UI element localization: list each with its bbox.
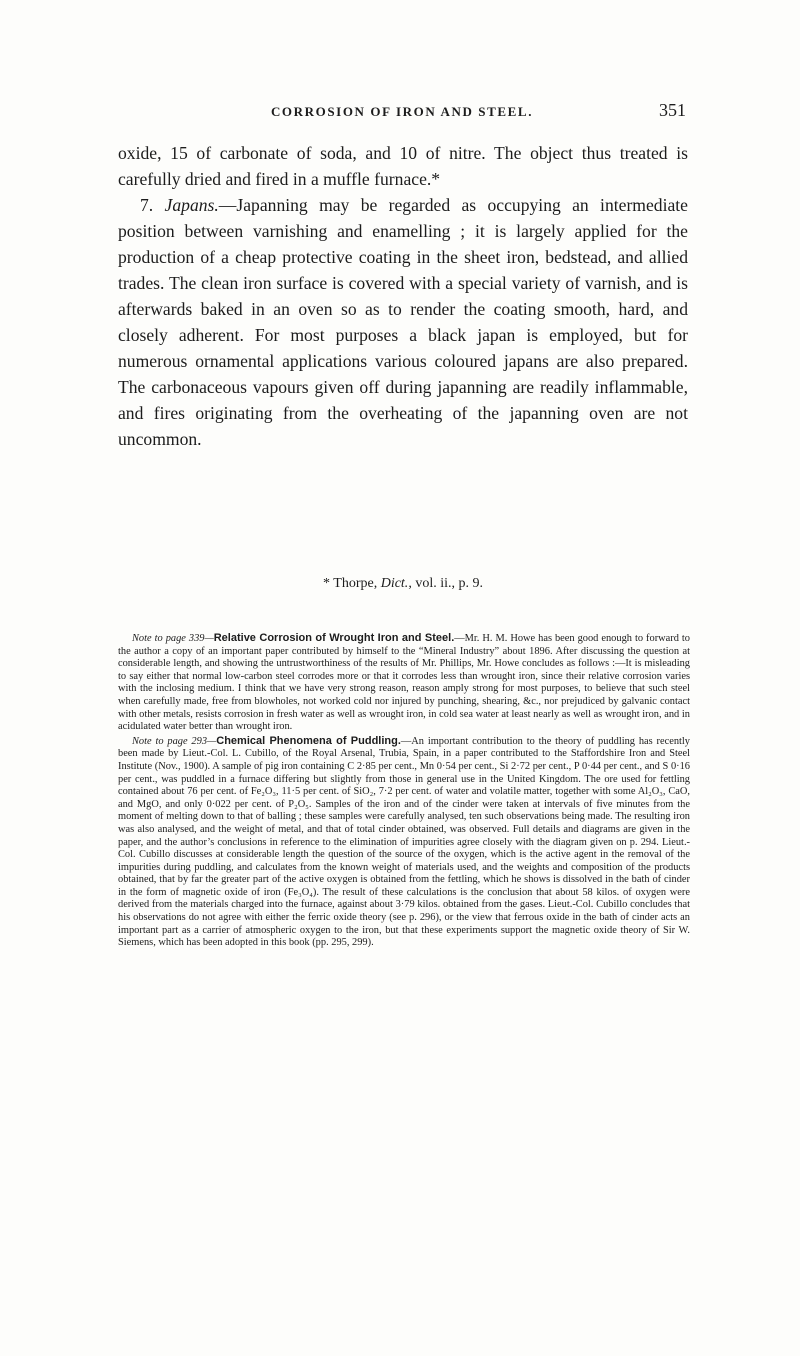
section-title: Japans. (164, 195, 219, 215)
section-dash: — (218, 195, 237, 215)
notes-section (118, 632, 690, 951)
main-text (118, 140, 688, 452)
section-number: 7. (140, 195, 154, 215)
page-header (118, 100, 686, 130)
note-text: —Mr. H. M. Howe has been good enough to forward to the author a copy of an important paper contributed by himself to the “Mineral Industry” about 1896. After discussing the question at considerable length, and showing the untrustworthiness of the results of Mr. Phillips, Mr. Howe concludes as follows :—It is misleading to say either that normal low-carbon steel corrodes more or that it corrodes less than wrought iron, since their relative corrosion varies with the inclosing medium. I think that we have very strong reason, reason amply strong for most purposes, to believe that such steel when carefully made, free from blowholes, not worked cold nor injured by punching, shearing, &c., nor prejudiced by galvanic contact with other metals, resists corrosion in fresh water as well as wrought iron, in cold sea water at least nearly as well as wrought iron, and in acidulated water better than wrought iron. (118, 633, 690, 733)
running-title: CORROSION OF IRON AND STEEL. (270, 104, 534, 119)
page-number: 351 (659, 100, 686, 120)
note-ref: Note to page 339— (132, 633, 214, 644)
footnote-work: Dict. (380, 576, 409, 591)
note-heading: Relative Corrosion of Wrought Iron and Steel. (213, 632, 455, 644)
footnote-prefix: * Thorpe, (323, 576, 378, 591)
note-ref: Note to page 293— (132, 735, 217, 747)
footnote (118, 576, 688, 592)
section-text: Japanning may be regarded as occupying an intermediate position between varnishing and enamelling ; it is largely applied for the production of a cheap protective coating in the sheet iron, bedstead, and allied trades. The clean iron surface is covered with a special variety of varnish, and is afterwards baked in an oven so as to render the coating smooth, hard, and closely adherent. For most purposes a black japan is employed, but for numerous ornamental applications various coloured japans are also prepared. The carbonaceous vapours given off during japanning are readily inflammable, and fires originating from the overheating of the japanning oven are not uncommon. (118, 195, 688, 449)
note-relative-corrosion (118, 632, 690, 734)
paragraph-continuation: oxide, 15 of carbonate of soda, and 10 of nitre. The object thus treated is carefully dried and fired in a muffle furnace.* (118, 143, 688, 189)
paragraph-japans (118, 192, 688, 452)
note-puddling (118, 735, 690, 950)
note-text: —An important contribution to the theory of puddling has recently been made by Lieut.-Col. L. Cubillo, of the Royal Arsenal, Trubia, Spain, in a paper contributed to the Staffordshire Iron and Steel Institute (Nov., 1900). A sample of pig iron containing C 2·85 per cent., Mn 0·54 per cent., Si 2·72 per cent., P 0·44 per cent., and S 0·16 per cent., was puddled in a furnace differing but slightly from those in general use in the United Kingdom. The ore used for fettling contained about 76 per cent. of Fe₂O₃, 11·5 per cent. of SiO₂, 7·2 per cent. of water and volatile matter, together with some Al₂O₃, CaO, and MgO, and only 0·022 per cent. of P₂O₅. Samples of the iron and of the cinder were taken at intervals of five minutes from the moment of melting down to that of balling ; these samples were carefully analysed, ten such observations being made. The resulting iron was also analysed, and the weight of metal, and that of total cinder obtained, was observed. Full details and diagrams are given in the paper, and the author’s conclusions in reference to the elimination of impurities agree closely with the diagram given on p. 294. Lieut.-Col. Cubillo discusses at considerable length the question of the source of the oxygen, which is the active agent in the removal of the impurities during puddling, and calculates from the known weight of materials used, and the weights and composition of the products obtained, that by far the greater part of the active oxygen is obtained from the fettling, which he shows is dissolved in the bath of cinder in the form of magnetic oxide of iron (Fe₃O₄). The result of these calculations is the conclusion that about 58 kilos. of oxygen were derived from the materials charged into the furnace, against about 3·79 kilos. obtained from the gases. Lieut.-Col. Cubillo concludes that his observations do not agree with either the ferric oxide theory (see p. 296), or the view that ferrous oxide in the bath of cinder acts an important part as a carrier of atmospheric oxygen to the iron, but that these experiments support the magnetic oxide theory of Sir W. Siemens, which has been adopted in this book (pp. 295, 299). (118, 735, 690, 949)
note-heading: Chemical Phenomena of Puddling. (216, 734, 401, 747)
footnote-rest: , vol. ii., p. 9. (408, 576, 483, 591)
